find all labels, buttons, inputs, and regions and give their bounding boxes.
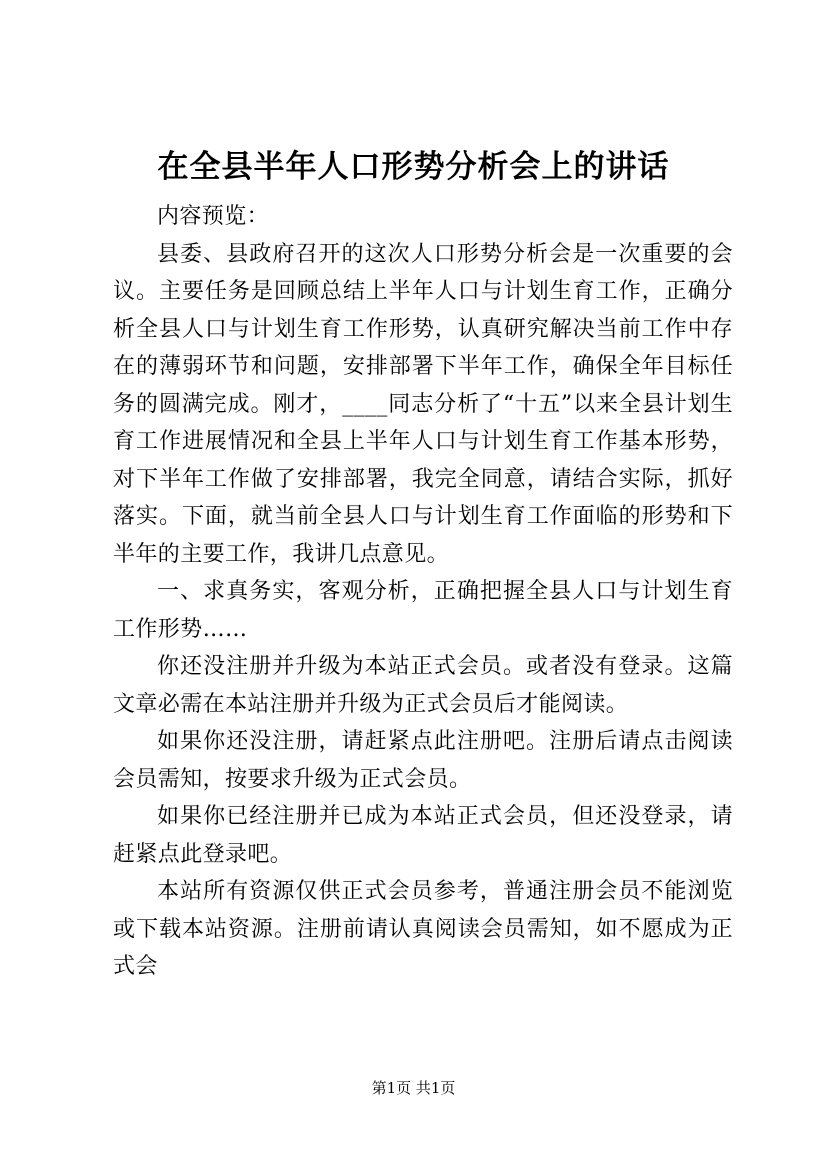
- paragraph-intro: 县委、县政府召开的这次人口形势分析会是一次重要的会议。主要任务是回顾总结上半年人口与计划生育工作，正确分析全县人口与计划生育工作形势，认真研究解决当前工作中存在的薄弱环节和问题，安排部署下半年工作，确保全年目标任务的圆满完成。刚才，____同志分析了“十五”以来全县计划生育工作进展情况和全县上半年人口与计划生育工作基本形势，对下半年工作做了安排部署，我完全同意，请结合实际，抓好落实。下面，就当前全县人口与计划生育工作面临的形势和下半年的主要工作，我讲几点意见。: [113, 241, 733, 567]
- resource-notice: 本站所有资源仅供正式会员参考，普通注册会员不能浏览或下载本站资源。注册前请认真阅读会员需知，如不愿成为正式会: [113, 879, 733, 979]
- register-prompt: 如果你还没注册，请赶紧点此注册吧。注册后请点击阅读会员需知，按要求升级为正式会员。: [113, 729, 733, 792]
- preview-label: 内容预览：: [157, 204, 270, 229]
- login-prompt: 如果你已经注册并已成为本站正式会员，但还没登录，请赶紧点此登录吧。: [113, 804, 733, 867]
- section-heading-one: 一、求真务实，客观分析，正确把握全县人口与计划生育工作形势……: [113, 579, 733, 642]
- page-number-footer: 第1页 共1页: [371, 1079, 456, 1097]
- document-title: 在全县半年人口形势分析会上的讲话: [157, 149, 670, 185]
- membership-notice: 你还没注册并升级为本站正式会员。或者没有登录。这篇文章必需在本站注册并升级为正式会员后才能阅读。: [113, 654, 733, 717]
- document-body: [113, 198, 733, 986]
